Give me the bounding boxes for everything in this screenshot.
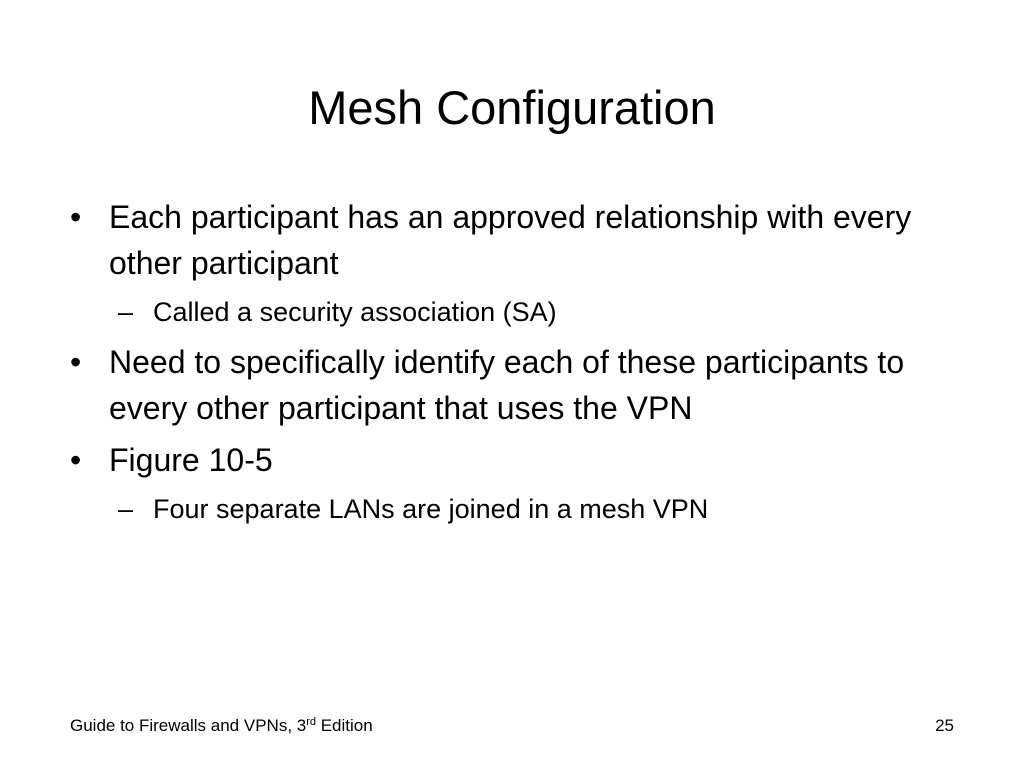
page-number: 25 <box>935 716 954 735</box>
bullet-marker: • <box>70 199 82 235</box>
footer-book-title <box>70 715 373 737</box>
sub-bullet-marker: – <box>118 494 134 524</box>
footer-title-main: Guide to Firewalls and VPNs, 3 <box>70 716 307 735</box>
bullet-item <box>70 339 970 431</box>
bullet-marker: • <box>70 344 82 380</box>
sub-bullet-item <box>70 489 970 529</box>
bullet-marker: • <box>70 442 82 478</box>
slide-body <box>70 194 970 536</box>
sub-bullet-marker: – <box>118 297 134 327</box>
bullet-text: Each participant has an approved relationship with every other participant <box>109 199 912 281</box>
footer-title-superscript: rd <box>306 716 316 728</box>
bullet-item <box>70 437 970 483</box>
sub-bullet-text: Called a security association (SA) <box>153 297 557 327</box>
sub-bullet-item <box>70 292 970 332</box>
slide-title: Mesh Configuration <box>308 81 716 134</box>
sub-bullet-text: Four separate LANs are joined in a mesh VPN <box>153 494 709 524</box>
bullet-item <box>70 194 970 286</box>
footer-title-edition: Edition <box>316 716 373 735</box>
bullet-text: Figure 10-5 <box>109 442 273 478</box>
bullet-text: Need to specifically identify each of these participants to every other participant that uses the VPN <box>109 344 905 426</box>
